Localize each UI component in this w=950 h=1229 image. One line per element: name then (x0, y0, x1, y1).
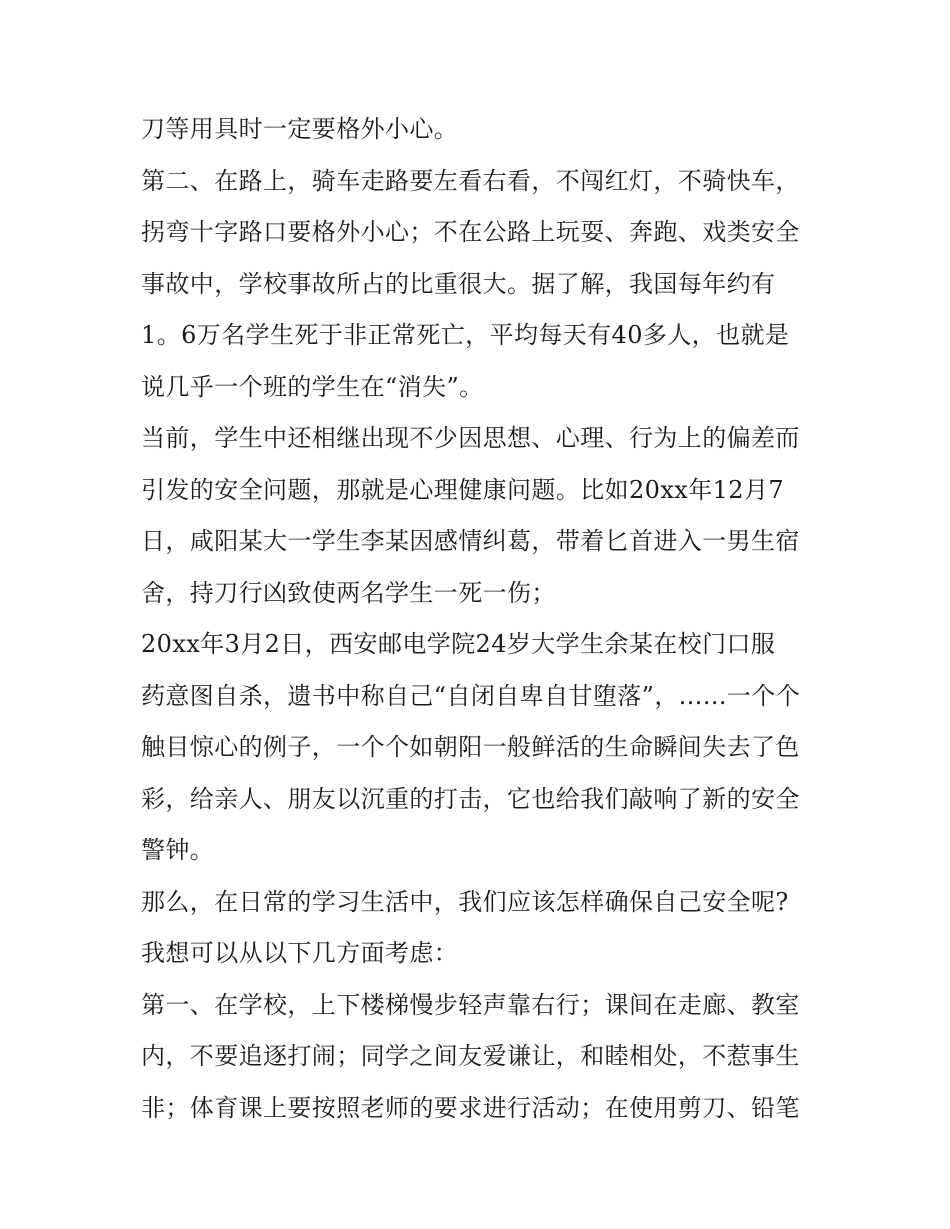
text-line: 那么，在日常的学习生活中，我们应该怎样确保自己安全呢? (141, 887, 789, 916)
text-line: 事故中，学校事故所占的比重很大。据了解，我国每年约有 (141, 269, 776, 298)
text-line: 引发的安全问题，那就是心理健康问题。比如20xx年12月7 (141, 475, 785, 504)
text-line: 彩，给亲人、朋友以沉重的打击，它也给我们敲响了新的安全 (141, 784, 800, 813)
text-line: 日，咸阳某大一学生李某因感情纠葛，带着匕首进入一男生宿 (141, 527, 800, 555)
text-line: 我想可以从以下几方面考虑： (141, 939, 459, 967)
document-body (141, 104, 821, 1134)
text-line: 当前，学生中还相继出现不少因思想、心理、行为上的偏差而 (141, 424, 800, 452)
text-line: 刀等用具时一定要格外小心。 (141, 115, 459, 143)
text-line: 内，不要追逐打闹；同学之间友爱谦让，和睦相处，不惹事生 (141, 1042, 800, 1070)
text-line: 拐弯十字路口要格外小心；不在公路上玩耍、奔跑、戏类安全 (141, 218, 800, 246)
text-line: 舍，持刀行凶致使两名学生一死一伤； (141, 578, 556, 607)
text-line: 第二、在路上，骑车走路要左看右看，不闯红灯，不骑快车， (141, 166, 800, 195)
text-line: 警钟。 (141, 836, 215, 864)
text-line: 非；体育课上要按照老师的要求进行活动；在使用剪刀、铅笔 (141, 1093, 800, 1122)
text-line: 药意图自杀，遗书中称自己“自闭自卑自甘堕落”，......一个个 (141, 681, 801, 710)
text-line: 第一、在学校，上下楼梯慢步轻声靠右行；课间在走廊、教室 (141, 990, 800, 1019)
text-line: 20xx年3月2日，西安邮电学院24岁大学生余某在校门口服 (141, 630, 776, 658)
text-line: 说几乎一个班的学生在“消失”。 (141, 372, 484, 401)
text-line: 1。6万名学生死于非正常死亡，平均每天有40多人，也就是 (141, 321, 790, 349)
text-line: 触目惊心的例子，一个个如朝阳一般鲜活的生命瞬间失去了色 (141, 733, 800, 761)
